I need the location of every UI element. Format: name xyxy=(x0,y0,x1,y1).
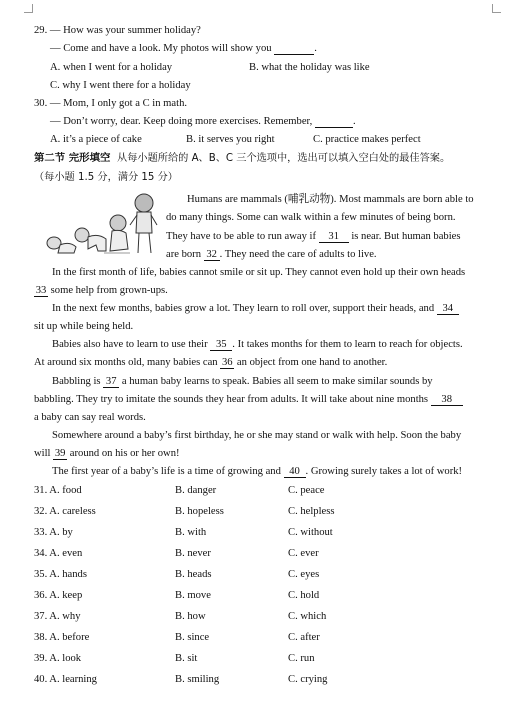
passage-line: Humans are mammals (哺乳动物). Most mammals are born able to xyxy=(187,194,474,205)
option-32-a: 32. A. careless xyxy=(34,506,96,517)
passage-line: At around six months old, many babies can 36 an object from one hand to another. xyxy=(34,357,388,368)
q30-option-b: B. it serves you right xyxy=(186,134,275,145)
section-instructions: 从每小题所给的 A、B、C 三个选项中，选出可以填入空白处的最佳答案。 xyxy=(117,153,451,164)
option-34-b: B. never xyxy=(175,548,211,559)
passage-line: a baby can say real words. xyxy=(34,412,146,423)
q30-option-a: A. it’s a piece of cake xyxy=(50,134,142,145)
option-35-c: C. eyes xyxy=(288,569,320,580)
option-32-c: C. helpless xyxy=(288,506,335,517)
option-38-a: 38. A. before xyxy=(34,632,90,643)
passage-line: 33 some help from grown-ups. xyxy=(35,285,168,296)
passage-line: sit up while being held. xyxy=(34,321,134,332)
option-40-c: C. crying xyxy=(288,674,328,685)
blank-34: 34 xyxy=(437,303,459,315)
page-corner-mark xyxy=(24,4,33,13)
q29-reply: — Come and have a look. My photos will show you . xyxy=(50,43,317,54)
option-39-c: C. run xyxy=(288,653,315,664)
q30-option-c: C. practice makes perfect xyxy=(313,134,421,145)
option-40-b: B. smiling xyxy=(175,674,220,685)
q30-stem: 30. — Mom, I only got a C in math. xyxy=(34,98,188,109)
option-39-b: B. sit xyxy=(175,653,198,664)
section-title: 第二节 完形填空 xyxy=(34,152,111,164)
passage-line: will 39 around on his or her own! xyxy=(34,448,180,459)
blank-40: 40 xyxy=(284,466,306,478)
passage-line: In the first month of life, babies cannot smile or sit up. They cannot even hold up their own heads xyxy=(52,267,466,278)
option-32-b: B. hopeless xyxy=(175,506,224,517)
option-31-a: 31. A. food xyxy=(34,485,82,496)
blank-32: 32 xyxy=(204,249,220,261)
passage-line: do many things. Some can walk within a few minutes of being born. xyxy=(166,212,456,223)
option-33-a: 33. A. by xyxy=(34,527,73,538)
option-38-b: B. since xyxy=(175,632,210,643)
option-36-a: 36. A. keep xyxy=(34,590,83,601)
option-36-b: B. move xyxy=(175,590,211,601)
page-corner-mark xyxy=(492,4,501,13)
blank-35: 35 xyxy=(210,339,232,351)
passage-line: Babbling is 37 a human baby learns to speak. Babies all seem to make similar sounds by xyxy=(52,376,433,387)
blank-31: 31 xyxy=(319,231,349,243)
blank-38: 38 xyxy=(431,394,463,406)
option-33-c: C. without xyxy=(288,527,333,538)
baby-growth-illustration xyxy=(40,193,162,259)
option-37-b: B. how xyxy=(175,611,206,622)
option-34-a: 34. A. even xyxy=(34,548,83,559)
option-39-a: 39. A. look xyxy=(34,653,82,664)
section-header xyxy=(34,152,450,165)
q30-reply: — Don’t worry, dear. Keep doing more exercises. Remember, . xyxy=(50,116,356,127)
option-31-b: B. danger xyxy=(175,485,217,496)
option-36-c: C. hold xyxy=(288,590,320,601)
option-37-a: 37. A. why xyxy=(34,611,81,622)
q29-blank xyxy=(274,43,314,55)
passage-line: Somewhere around a baby’s first birthday, he or she may stand or walk with help. Soon the baby xyxy=(52,430,462,441)
passage-line: They have to be able to run away if 31 is near. But human babies xyxy=(166,231,461,242)
q29-option-c: C. why I went there for a holiday xyxy=(50,80,191,91)
blank-39: 39 xyxy=(54,448,66,459)
blank-33: 33 xyxy=(35,285,47,296)
passage-line: babbling. They try to imitate the sounds they hear from adults. It will take about nine months 38 xyxy=(34,393,463,406)
option-35-a: 35. A. hands xyxy=(34,569,87,580)
option-34-c: C. ever xyxy=(288,548,319,559)
passage-line: Babies also have to learn to use their 35 . It takes months for them to learn to reach for objects. xyxy=(52,339,463,350)
q29-option-b: B. what the holiday was like xyxy=(249,62,370,73)
option-35-b: B. heads xyxy=(175,569,212,580)
q29-option-a: A. when I went for a holiday xyxy=(50,62,173,73)
option-40-a: 40. A. learning xyxy=(34,674,97,685)
option-33-b: B. with xyxy=(175,527,207,538)
passage-line: In the next few months, babies grow a lot. They learn to roll over, support their heads, and 34 xyxy=(52,302,459,315)
option-31-c: C. peace xyxy=(288,485,325,496)
q30-blank xyxy=(315,116,353,128)
q29-stem: 29. — How was your summer holiday? xyxy=(34,25,201,36)
section-score: （每小题 1.5 分，满分 15 分） xyxy=(34,172,178,183)
passage-line: The first year of a baby’s life is a time of growing and 40 . Growing surely takes a lot of work! xyxy=(52,466,463,477)
passage-line: are born 32 . They need the care of adults to live. xyxy=(166,249,377,260)
blank-37: 37 xyxy=(103,376,119,388)
option-37-c: C. which xyxy=(288,611,327,622)
option-38-c: C. after xyxy=(288,632,320,643)
blank-36: 36 xyxy=(221,357,233,368)
